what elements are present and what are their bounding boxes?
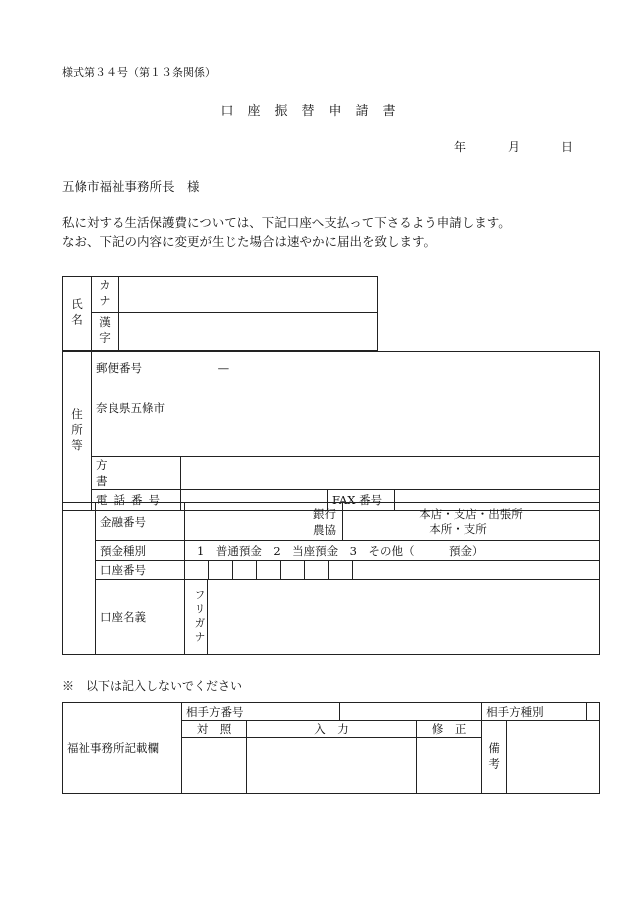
account-digit[interactable] xyxy=(209,561,233,579)
fix-label: 修 正 xyxy=(417,721,482,738)
account-no-boxes[interactable] xyxy=(185,561,599,579)
postal-dash: — xyxy=(217,361,230,375)
postal-label: 郵便番号 xyxy=(96,361,142,375)
partner-no-field xyxy=(339,703,481,721)
date-month: 月 xyxy=(508,140,521,154)
form-number: 様式第３４号（第１３条関係） xyxy=(62,66,216,79)
remarks-label: 備考 xyxy=(482,721,507,794)
branch-types: 本店・支店・出張所 xyxy=(419,506,523,521)
partner-no-label: 相手方番号 xyxy=(182,703,340,721)
account-no-label: 口座番号 xyxy=(96,561,185,580)
check-field xyxy=(182,738,247,794)
office-table xyxy=(62,702,600,794)
partner-type-label: 相手方種別 xyxy=(482,703,587,721)
account-digit[interactable] xyxy=(185,561,209,579)
account-digit[interactable] xyxy=(257,561,281,579)
furigana-label: フリガナ xyxy=(185,580,208,654)
deposit-label: 預金種別 xyxy=(96,541,185,561)
entry-label: 入 力 xyxy=(247,721,417,738)
kanji-label: 漢字 xyxy=(92,313,119,351)
document-title: 口座振替申請書 xyxy=(220,104,410,119)
care-of-field[interactable] xyxy=(181,457,600,490)
office-label: 福祉事務所記載欄 xyxy=(63,703,182,794)
address-label: 住所等 xyxy=(63,352,92,511)
address-bank-table xyxy=(62,351,600,511)
kana-field[interactable] xyxy=(119,277,378,313)
partner-type-field xyxy=(587,703,600,721)
remarks-field xyxy=(507,721,600,794)
bank-label: 銀行 xyxy=(313,506,336,521)
city-text: 奈良県五條市 xyxy=(96,401,165,415)
agri-label: 農協 xyxy=(313,522,336,537)
bank-name-field[interactable] xyxy=(185,503,343,541)
kanji-field[interactable] xyxy=(119,313,378,351)
account-digit[interactable] xyxy=(281,561,305,579)
account-digit[interactable] xyxy=(329,561,353,579)
holder-label: 口座名義 xyxy=(96,580,185,655)
entry-field xyxy=(247,738,417,794)
holder-field[interactable] xyxy=(208,580,599,654)
deposit-options[interactable]: 1 普通預金 2 当座預金 3 その他（ 預金） xyxy=(185,541,600,561)
phone-label: 電話番号 xyxy=(92,490,181,511)
bank-table xyxy=(62,502,600,655)
name-label: 氏名 xyxy=(63,277,92,351)
date-year: 年 xyxy=(454,140,467,154)
check-label: 対 照 xyxy=(182,721,247,738)
fax-label: FAX 番号 xyxy=(328,490,395,510)
office-use-note: ※ 以下は記入しないでください xyxy=(62,679,243,693)
account-digit[interactable] xyxy=(233,561,257,579)
fix-field xyxy=(417,738,482,794)
body-line-1: 私に対する生活保護費については、下記口座へ支払って下さるよう申請します。 xyxy=(62,215,511,230)
account-digit[interactable] xyxy=(305,561,329,579)
date-day: 日 xyxy=(561,140,574,154)
body-line-2: なお、下記の内容に変更が生じた場合は速やかに届出を致します。 xyxy=(62,234,437,249)
branch-types-2: 本所・支所 xyxy=(429,521,487,536)
kana-label: カナ xyxy=(92,277,119,313)
addressee: 五條市福祉事務所長 様 xyxy=(62,179,200,194)
name-table xyxy=(62,276,378,351)
care-of-label: 方 書 xyxy=(92,457,181,490)
branch-field[interactable] xyxy=(343,503,600,541)
institution-label: 金融番号 xyxy=(96,503,185,541)
